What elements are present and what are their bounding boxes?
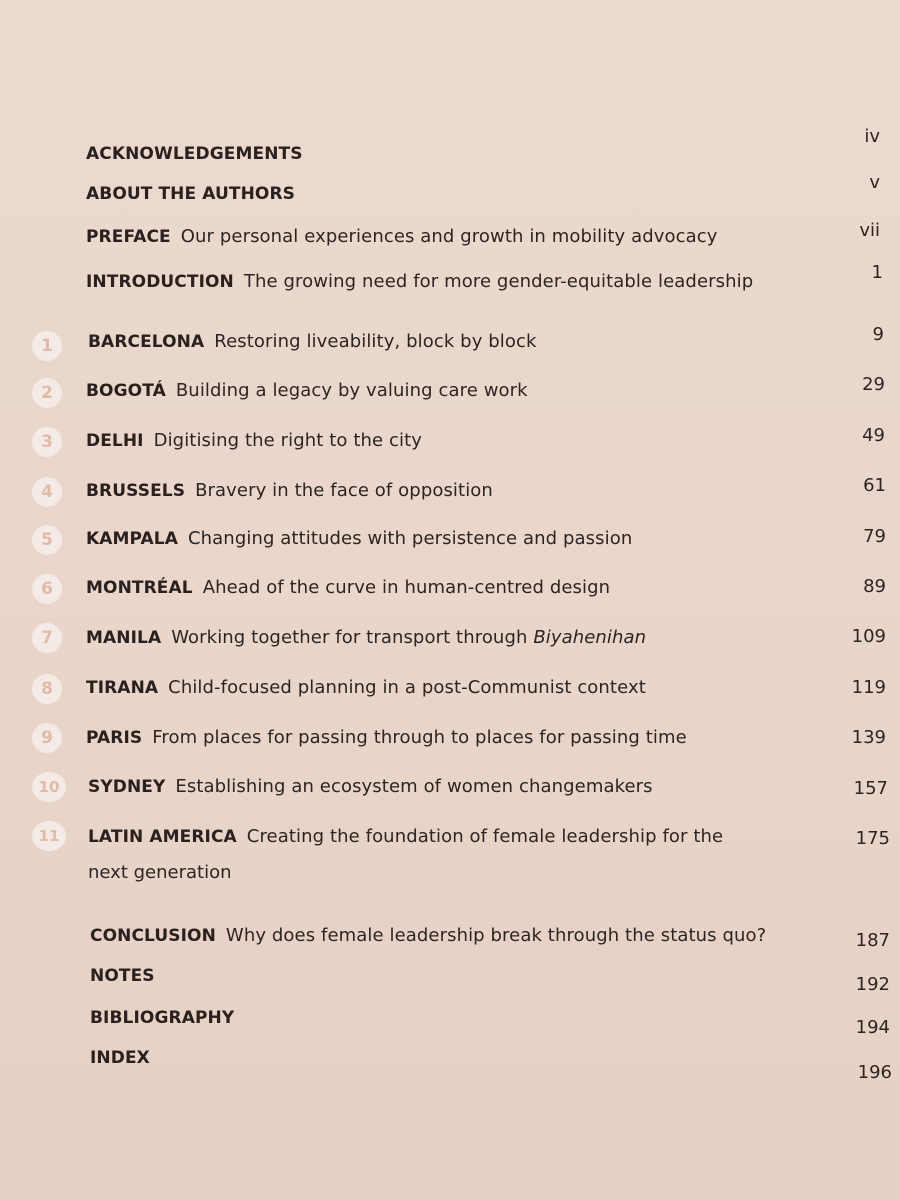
toc-entry-preface [86, 226, 717, 247]
page-number: 157 [853, 778, 888, 799]
chapter-number-badge: 5 [32, 525, 62, 555]
entry-label: BRUSSELS [86, 481, 186, 501]
toc-entry-about-the-authors [86, 183, 305, 204]
entry-description: Bravery in the face of opposition [195, 480, 493, 501]
chapter-number-badge: 11 [32, 821, 66, 851]
page-number: 1 [871, 262, 883, 283]
toc-entry-chapter [86, 430, 422, 451]
toc-entry-index [90, 1047, 160, 1068]
entry-description: Child-focused planning in a post-Communist context [168, 677, 646, 698]
page-number: 89 [863, 576, 886, 597]
page-number: iv [864, 126, 880, 147]
chapter-number-badge: 9 [32, 723, 62, 753]
entry-label: SYDNEY [88, 777, 166, 797]
entry-description: From places for passing through to places for passing time [152, 727, 687, 748]
page-number: 61 [863, 475, 886, 496]
entry-description: Changing attitudes with persistence and passion [188, 528, 633, 549]
entry-description: Establishing an ecosystem of women changemakers [175, 776, 653, 797]
entry-label: INTRODUCTION [86, 272, 234, 292]
entry-label: BIBLIOGRAPHY [90, 1008, 235, 1028]
entry-label: TIRANA [86, 678, 159, 698]
chapter-number-badge: 6 [32, 574, 62, 604]
toc-entry-chapter [86, 627, 646, 648]
toc-entry-chapter [86, 480, 493, 501]
toc-entry-chapter [88, 776, 653, 797]
entry-label: ABOUT THE AUTHORS [86, 184, 295, 204]
toc-entry-acknowledgements [86, 143, 313, 164]
toc-entry-chapter [86, 727, 687, 748]
toc-entry-introduction [86, 271, 753, 292]
page-number: 119 [851, 677, 886, 698]
entry-label: ACKNOWLEDGEMENTS [86, 144, 303, 164]
entry-label: BOGOTÁ [86, 381, 166, 401]
chapter-number-badge: 1 [32, 331, 62, 361]
toc-entry-conclusion [90, 925, 766, 946]
toc-entry-chapter [86, 528, 632, 549]
entry-description-continuation: next generation [88, 862, 232, 883]
entry-label: LATIN AMERICA [88, 827, 237, 847]
page-number: 175 [855, 828, 890, 849]
page-number: 49 [862, 425, 885, 446]
page-number: 192 [855, 974, 890, 995]
entry-label: CONCLUSION [90, 926, 216, 946]
entry-label: BARCELONA [88, 332, 205, 352]
entry-label: MANILA [86, 628, 162, 648]
page-number: 29 [862, 374, 885, 395]
entry-label: PARIS [86, 728, 143, 748]
entry-label: DELHI [86, 431, 144, 451]
chapter-number-badge: 8 [32, 674, 62, 704]
entry-description-italic: Biyahenihan [533, 627, 647, 648]
entry-label: MONTRÉAL [86, 578, 193, 598]
page-number: vii [859, 220, 880, 241]
entry-label: INDEX [90, 1048, 150, 1068]
entry-description: Creating the foundation of female leadership for the [246, 826, 724, 847]
entry-label: PREFACE [86, 227, 171, 247]
entry-description: Restoring liveability, block by block [214, 331, 537, 352]
page-number: 194 [855, 1017, 890, 1038]
entry-description: Working together for transport through [171, 627, 528, 648]
entry-description: The growing need for more gender-equitable leadership [243, 271, 754, 292]
chapter-number-badge: 3 [32, 427, 62, 457]
entry-description: Our personal experiences and growth in mobility advocacy [180, 226, 718, 247]
chapter-number-badge: 10 [32, 772, 66, 802]
toc-entry-chapter [86, 380, 528, 401]
page-number: v [869, 172, 880, 193]
entry-description: Building a legacy by valuing care work [175, 380, 528, 401]
entry-label: NOTES [90, 966, 155, 986]
entry-description: Why does female leadership break through the status quo? [225, 925, 767, 946]
chapter-number-badge: 4 [32, 477, 62, 507]
toc-entry-chapter [88, 331, 537, 352]
page-number: 9 [872, 324, 884, 345]
page-number: 109 [851, 626, 886, 647]
page-number: 187 [855, 930, 890, 951]
page-number: 79 [863, 526, 886, 547]
chapter-number-badge: 7 [32, 623, 62, 653]
page-number: 196 [857, 1062, 892, 1083]
chapter-number-badge: 2 [32, 378, 62, 408]
toc-entry-bibliography [90, 1007, 244, 1028]
toc-entry-chapter [86, 577, 610, 598]
toc-entry-chapter [86, 677, 646, 698]
toc-entry-notes [90, 965, 165, 986]
toc-entry-chapter [88, 826, 723, 847]
entry-label: KAMPALA [86, 529, 178, 549]
entry-description: Digitising the right to the city [153, 430, 423, 451]
page-number: 139 [851, 727, 886, 748]
entry-description: Ahead of the curve in human-centred design [202, 577, 611, 598]
